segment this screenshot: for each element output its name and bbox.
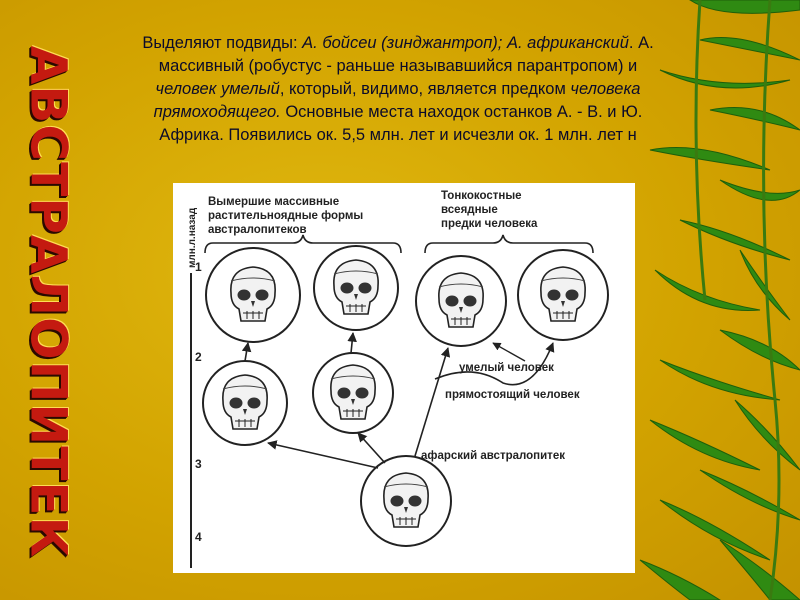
right-heading-line-1: Тонкокостные [441, 190, 522, 202]
circle-modern [518, 250, 608, 340]
label-erectus: прямостоящий человек [445, 389, 580, 401]
text-italic-subspecies: А. бойсеи (зинджантроп); А. африканский [302, 34, 629, 52]
circle-robust-2 [314, 246, 398, 330]
right-heading-line-3: предки человека [441, 218, 538, 230]
left-heading-line-2: растительноядные формы [208, 210, 364, 222]
circle-afarensis [361, 456, 451, 546]
body-text [128, 32, 668, 147]
vertical-title-text: АВСТРАЛОПИТЕК [19, 45, 77, 559]
circle-boisei [313, 353, 393, 433]
left-heading [208, 196, 363, 236]
text-italic-erectus: человека прямоходящего. [153, 80, 641, 121]
left-heading-line-1: Вымершие массивные [208, 196, 340, 208]
evolution-diagram [173, 183, 635, 573]
text-italic-habilis: человек умелый [155, 80, 280, 98]
text-part-3: . А. массивный (робустус - раньше называвшийся парантропом) и [158, 34, 654, 75]
label-afarensis: афарский австралопитек [421, 450, 565, 462]
tick-2: 2 [195, 350, 202, 364]
circle-erectus [416, 256, 506, 346]
text-part-1: Выделяют подвиды: [142, 34, 303, 52]
tick-3: 3 [195, 457, 202, 471]
vertical-title [18, 12, 78, 592]
circle-robust-1 [206, 248, 300, 342]
right-heading [441, 190, 538, 230]
text-part-5: , который, видимо, является предком [279, 80, 571, 98]
right-heading-line-2: всеядные [441, 204, 498, 216]
label-habilis: умелый человек [459, 362, 554, 374]
tick-4: 4 [195, 530, 202, 544]
circle-africanus [203, 361, 287, 445]
axis-label: млн.л.назад [187, 207, 198, 268]
time-axis [187, 207, 202, 568]
habilis-pointer [493, 343, 525, 361]
left-heading-line-3: австралопитеков [208, 224, 307, 236]
tick-1: 1 [195, 260, 202, 274]
text-part-7: Основные места находок останков А. - В. и Ю. Африка. Появились ок. 5,5 млн. лет и исчезли ок. 1 млн. лет н [159, 103, 643, 144]
